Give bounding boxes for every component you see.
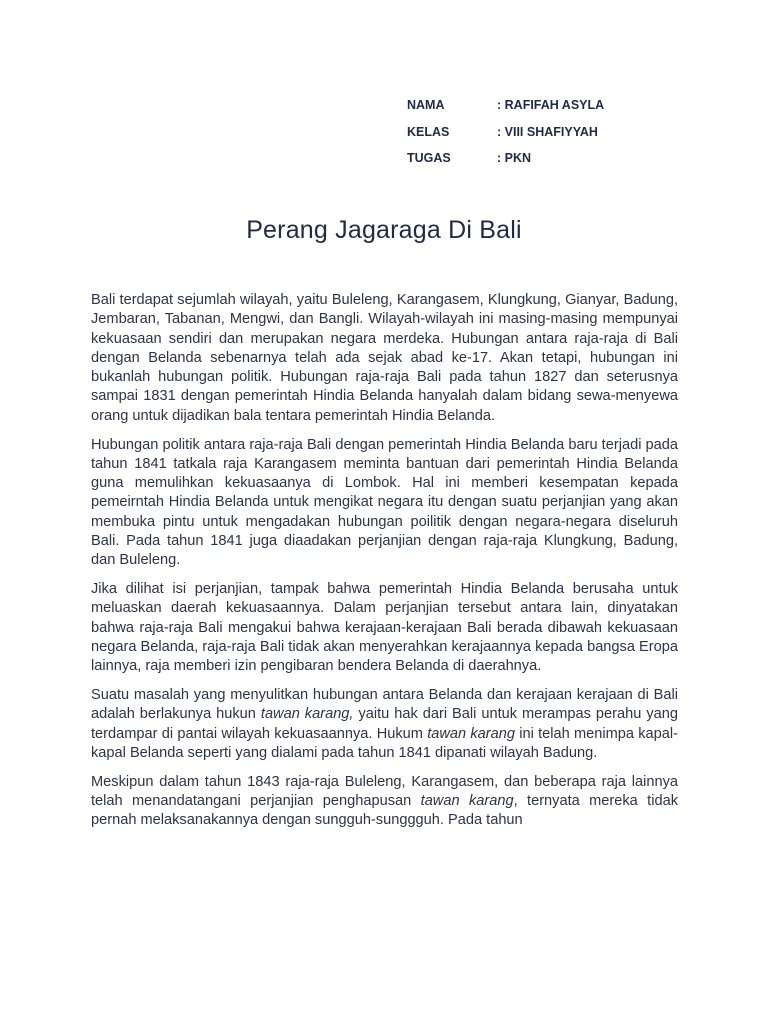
student-info (407, 92, 604, 172)
text-run: Suatu masalah yang menyulitkan hubungan antara Belanda dan kerajaan kerajaan di Bali adalah berlakunya hukun (91, 687, 678, 723)
info-label: KELAS (407, 124, 450, 139)
info-row-tugas (407, 145, 604, 172)
paragraph (91, 773, 678, 831)
document-body (91, 291, 678, 840)
info-label: NAMA (407, 98, 445, 113)
paragraph (91, 686, 678, 763)
text-run: ini telah menimpa kapal-kapal Belanda seperti yang dialami pada tahun 1841 dipanati wilayah Badung. (91, 725, 679, 762)
info-value: : VIII SHAFIYYAH (497, 124, 598, 139)
paragraph: Jika dilihat isi perjanjian, tampak bahwa pemerintah Hindia Belanda berusaha untuk meluaskan daerah kekuasaannya. Dalam perjanjian tersebut antara lain, dinyatakan bahwa raja-raja Bali mengakui bahwa kerajaan-kerajaan Bali berada dibawah kekuasaan negara Belanda, raja-raja Bali tidak akan menyerahkan kerajaannya kepada bangsa Eropa lainnya, raja memberi izin pengibaran bendera Belanda di daerahnya. (91, 581, 678, 675)
text-run: , ternyata mereka tidak pernah melaksanakannya dengan sungguh-sunggguh. Pada tahun (91, 793, 678, 829)
italic-term: tawan karang (427, 725, 515, 742)
info-label: TUGAS (407, 151, 451, 166)
paragraph: Hubungan politik antara raja-raja Bali dengan pemerintah Hindia Belanda baru terjadi pada tahun 1841 tatkala raja Karangasem meminta bantuan dari pemerintah Hindia Belanda guna memulihkan kekuasaanya di Lombok. Hal ini memberi kesempatan kepada pemeirntah Hindia Belanda untuk mengikat negara itu dengan suatu perjanjian yang akan membuka pintu untuk mengadakan hubungan poilitik dengan negara-negara diseluruh Bali. Pada tahun 1841 juga diaadakan perjanjian dengan raja-raja Klungkung, Badung, dan Buleleng. (91, 436, 678, 569)
document-title: Perang Jagaraga Di Bali (246, 216, 522, 244)
text-run: yaitu hak dari Bali untuk merampas perahu yang terdampar di pantai wilayah kekuasaannya. Hukum (91, 706, 678, 742)
text-run: Meskipun dalam tahun 1843 raja-raja Buleleng, Karangasem, dan beberapa raja lainnya telah menandatangani perjanjian penghapusan (91, 773, 678, 810)
paragraph: Bali terdapat sejumlah wilayah, yaitu Buleleng, Karangasem, Klungkung, Gianyar, Badung, Jembaran, Tabanan, Mengwi, dan Bangli. Wilayah-wilayah ini masing-masing mempunyai kekuasaan sendiri dan merupakan negara merdeka. Hubungan antara raja-raja di Bali dengan Belanda sebenarnya telah ada sejak abad ke-17. Akan tetapi, hubungan ini bukanlah hubungan politik. Hubungan raja-raja Bali pada tahun 1827 dan seterusnya sampai 1831 dengan pemerintah Hindia Belanda hanyalah dalam bidang sewa-menyewa orang untuk dijadikan bala tentara pemerintah Hindia Belanda. (91, 292, 678, 424)
italic-term: tawan karang, (260, 706, 354, 723)
info-row-nama (407, 92, 604, 119)
info-value: : PKN (497, 151, 532, 166)
info-value: : RAFIFAH ASYLA (497, 98, 605, 113)
italic-term: tawan karang (420, 793, 514, 810)
info-row-kelas (407, 119, 604, 146)
